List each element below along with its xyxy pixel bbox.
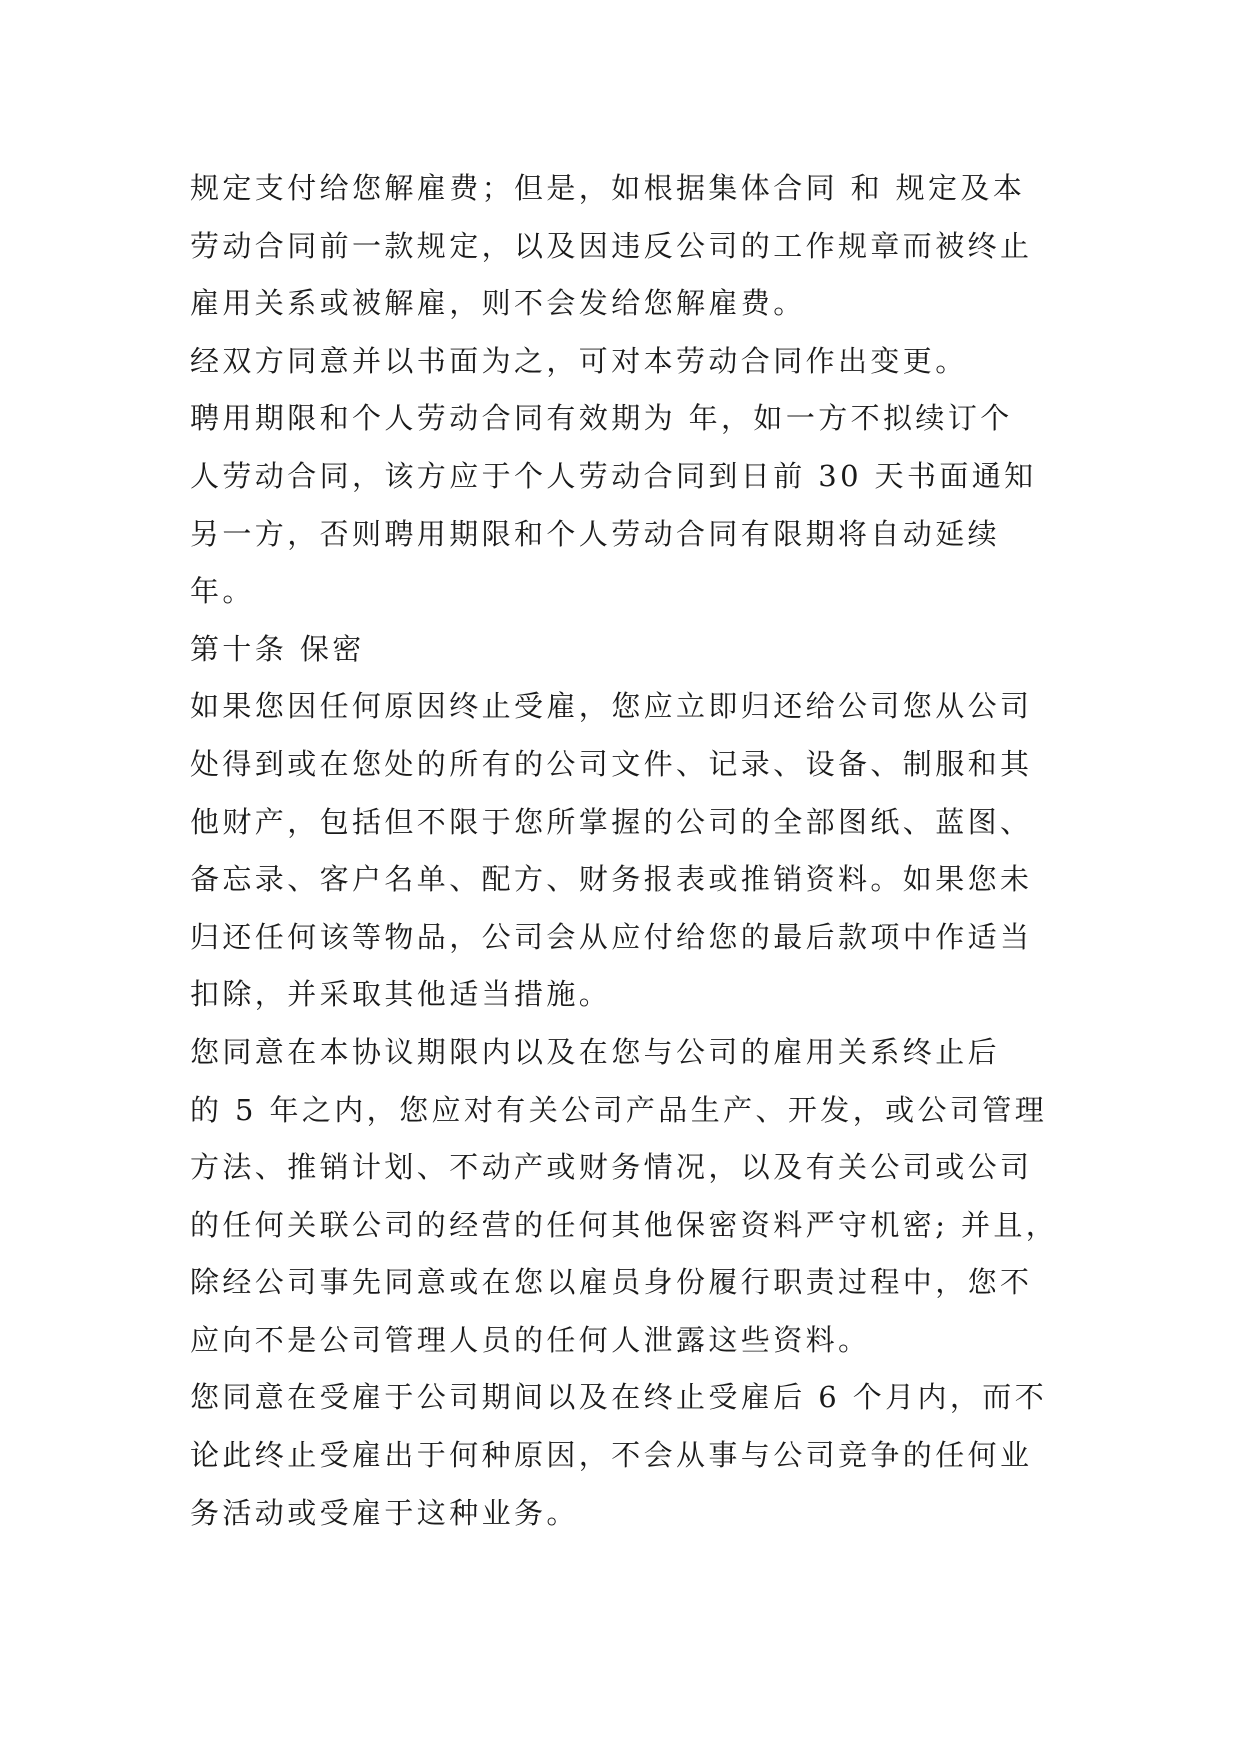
text-line: 聘用期限和个人劳动合同有效期为 年，如一方不拟续订个 [190, 401, 1013, 436]
text-line: 劳动合同前一款规定，以及因违反公司的工作规章而被终止 [190, 228, 1033, 263]
text-line: 应向不是公司管理人员的任何人泄露这些资料。 [190, 1322, 871, 1357]
text-line: 的任何关联公司的经营的任何其他保密资料严守机密; 并且， [190, 1207, 1059, 1242]
text-line: 论此终止受雇出于何种原因，不会从事与公司竞争的任何业 [190, 1438, 1033, 1473]
text-line: 处得到或在您处的所有的公司文件、记录、设备、制服和其 [190, 746, 1033, 781]
text-line: 您同意在本协议期限内以及在您与公司的雇用关系终止后 [190, 1034, 1001, 1069]
text-line: 年。 [190, 574, 255, 609]
text-line: 务活动或受雇于这种业务。 [190, 1495, 579, 1530]
section-heading: 第十条 保密 [190, 631, 365, 666]
text-line: 雇用关系或被解雇，则不会发给您解雇费。 [190, 286, 806, 321]
text-line: 您同意在受雇于公司期间以及在终止受雇后 6 个月内，而不 [190, 1380, 1048, 1415]
text-line: 另一方，否则聘用期限和个人劳动合同有限期将自动延续 [190, 516, 1001, 551]
text-line: 除经公司事先同意或在您以雇员身份履行职责过程中，您不 [190, 1265, 1033, 1300]
text-line: 备忘录、客户名单、配方、财务报表或推销资料。如果您未 [190, 862, 1033, 897]
text-line: 经双方同意并以书面为之，可对本劳动合同作出变更。 [190, 343, 968, 378]
text-line: 他财产，包括但不限于您所掌握的公司的全部图纸、蓝图、 [190, 804, 1033, 839]
text-line: 如果您因任何原因终止受雇，您应立即归还给公司您从公司 [190, 689, 1033, 724]
text-line: 的 5 年之内，您应对有关公司产品生产、开发，或公司管理 [190, 1092, 1048, 1127]
document-body [190, 160, 1090, 1542]
text-line: 方法、推销计划、不动产或财务情况，以及有关公司或公司 [190, 1150, 1033, 1185]
text-line: 人劳动合同，该方应于个人劳动合同到日前 30 天书面通知 [190, 458, 1037, 493]
text-line: 规定支付给您解雇费；但是，如根据集体合同 和 规定及本 [190, 171, 1026, 205]
text-line: 归还任何该等物品，公司会从应付给您的最后款项中作适当 [190, 919, 1033, 954]
text-line: 扣除，并采取其他适当措施。 [190, 977, 612, 1012]
